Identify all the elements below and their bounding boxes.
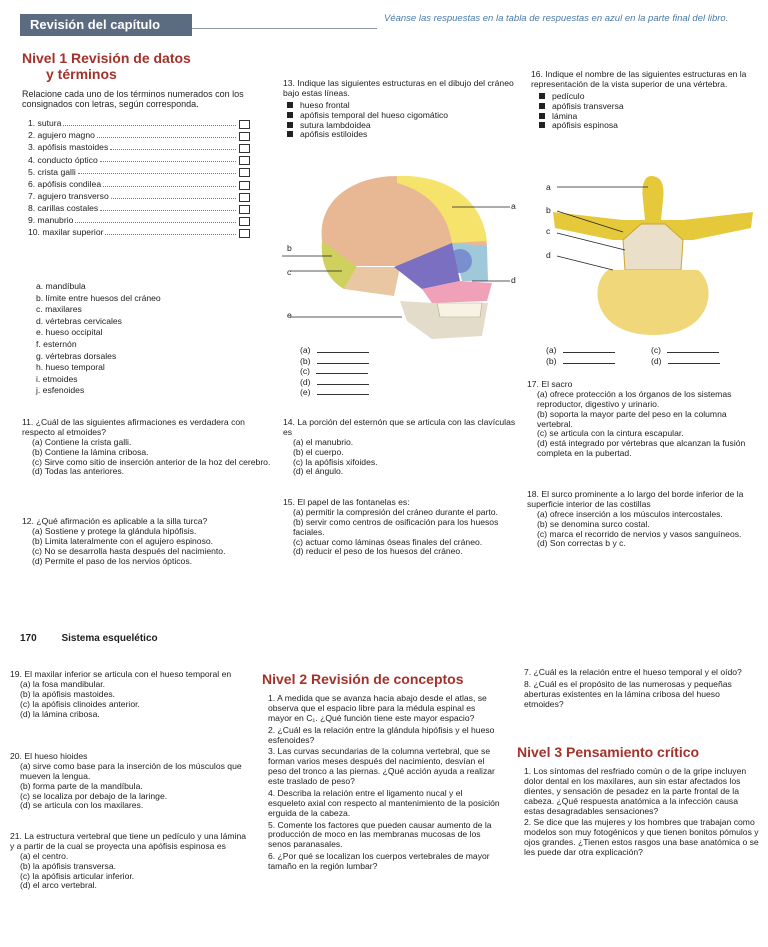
page-number: 170 xyxy=(20,633,37,644)
q19-stem: 19. El maxilar inferior se articula con el hueso temporal en xyxy=(10,669,232,679)
vert-label-a: a xyxy=(546,182,551,192)
matching-row xyxy=(28,117,250,129)
vertebra-illustration xyxy=(553,170,753,340)
term-label: 3. apófisis mastoides xyxy=(28,142,109,153)
bullet-text: pedículo xyxy=(552,90,585,101)
numbered-question: 1. Los síntomas del resfriado común o de la gripe incluyen dolor dental en los maxilares, aun sin estar afectados los dientes, y sensación de pesadez en la parte frontal de la cabeza. ¿Qué respuesta anatómica a la infección causa estas desagradables sensaciones? xyxy=(524,766,747,816)
numbered-question: 4. Describa la relación entre el ligamento nucal y el esqueleto axial con respecto al mantenimiento de la posición erguida de la cabeza. xyxy=(268,787,500,818)
bullet-text: apófisis espinosa xyxy=(552,120,618,131)
matching-row xyxy=(28,129,250,141)
letter-item: a. mandíbula xyxy=(36,281,86,291)
question-16 xyxy=(531,70,761,131)
bullet-item xyxy=(287,130,518,140)
answer-blank[interactable] xyxy=(317,387,369,395)
numbered-question: 7. ¿Cuál es la relación entre el hueso temporal y el oído? xyxy=(524,667,742,677)
dotted-leader xyxy=(63,125,236,126)
answer-line xyxy=(300,387,410,398)
numbered-question: 6. ¿Por qué se localizan los cuerpos vertebrales de mayor tamaño en la región lumbar? xyxy=(268,851,490,871)
numbered-question: 1. A medida que se avanza hacia abajo desde el atlas, se observa que el espacio libre para la médula espinal es mayor en C₁. ¿Qué función tiene este mayor espacio? xyxy=(268,693,487,723)
vert-label-c: c xyxy=(546,226,551,236)
option: (a) la fosa mandibular. xyxy=(20,678,106,689)
option: (c) actuar como láminas óseas finales del cráneo. xyxy=(293,536,483,547)
numbered-question: 2. Se dice que las mujeres y los hombres que trabajan como modelos son muy fotogénicos y que tienen bonitos pómulos y ojos grandes. ¿Tienen estos rasgos una base anatómica o se les puede dar otra explicación? xyxy=(524,817,759,857)
q11-stem: 11. ¿Cuál de las siguientes afirmaciones es verdadera con respecto al etmoides? xyxy=(22,417,245,437)
dotted-leader xyxy=(75,222,236,223)
term-label: 2. agujero magno xyxy=(28,130,95,141)
letter-item: c. maxilares xyxy=(36,304,82,315)
option: (c) marca el recorrido de nervios y vasos sanguíneos. xyxy=(537,528,742,539)
option: (b) servir como centros de osificación para los huesos faciales. xyxy=(293,516,499,537)
term-label: 1. sutura xyxy=(28,118,62,129)
numbered-question: 5. Comente los factores que pueden causar aumento de la producción de moco en las membranas mucosas de los senos paranasales. xyxy=(268,819,492,850)
nivel2-heading: Nivel 2 Revisión de conceptos xyxy=(262,671,464,687)
letter-item: f. esternón xyxy=(36,338,77,349)
bullet-square xyxy=(539,113,545,119)
letter-item: i. etmoides xyxy=(36,373,78,384)
q20-stem: 20. El hueso hioides xyxy=(10,751,88,761)
option: (c) se articula con la cintura escapular. xyxy=(537,428,684,439)
answer-blank[interactable] xyxy=(317,345,369,353)
term-label: 8. carillas costales xyxy=(28,202,99,213)
option: (b) Limita lateralmente con el agujero espinoso. xyxy=(32,535,214,546)
matching-row xyxy=(28,214,250,226)
option: (c) la apófisis xifoides. xyxy=(293,456,378,467)
question-15 xyxy=(283,498,518,557)
option: (b) forma parte de la mandíbula. xyxy=(20,780,143,791)
footer-section: Sistema esquelético xyxy=(61,633,158,644)
option: (b) soporta la mayor parte del peso en la columna vertebral. xyxy=(537,408,727,429)
option: (d) reducir el peso de los huesos del cráneo. xyxy=(293,546,463,557)
answer-line xyxy=(300,366,410,377)
term-label: 9. manubrio xyxy=(28,214,74,225)
question-11 xyxy=(22,418,272,477)
bullet-item xyxy=(539,121,761,131)
option: (b) Contiene la lámina cribosa. xyxy=(32,446,149,457)
question-14 xyxy=(283,418,518,477)
q12-stem: 12. ¿Qué afirmación es aplicable a la silla turca? xyxy=(22,516,208,526)
matching-row xyxy=(28,165,250,177)
answer-box[interactable] xyxy=(239,229,250,238)
option: (a) permitir la compresión del cráneo durante el parto. xyxy=(293,506,498,517)
answer-label: (e) xyxy=(300,387,311,397)
answer-box[interactable] xyxy=(239,181,250,190)
answer-line xyxy=(300,356,410,367)
q16-stem: 16. Indique el nombre de las siguientes estructuras en la representación de la vista superior de una vértebra. xyxy=(531,69,747,89)
answer-blank[interactable] xyxy=(317,377,369,385)
option: (d) está integrado por vértebras que alcanzan la fusión completa en la pubertad. xyxy=(537,438,746,459)
answer-label: (d) xyxy=(300,376,311,387)
question-20 xyxy=(10,752,250,811)
col3-questions xyxy=(524,668,760,712)
skull-label-b: b xyxy=(287,243,292,253)
nivel1-intro: Relacione cada uno de los términos numerados con los consignados con letras, según corresponda. xyxy=(22,89,244,110)
answer-blank[interactable] xyxy=(563,356,615,364)
bullet-square xyxy=(287,131,293,137)
option: (b) el cuerpo. xyxy=(293,446,344,457)
option: (c) No se desarrolla hasta después del nacimiento. xyxy=(32,545,226,556)
teeth xyxy=(437,303,482,317)
answer-label: (a) xyxy=(546,345,557,355)
answer-label: (b) xyxy=(300,355,311,366)
option: (a) Sostiene y protege la glándula hipófisis. xyxy=(32,525,197,536)
numbered-question: 2. ¿Cuál es la relación entre la glándula hipófisis y el hueso esfenoides? xyxy=(268,724,495,745)
q15-stem: 15. El papel de las fontanelas es: xyxy=(283,497,410,507)
spinous-process xyxy=(642,176,663,220)
page-footer xyxy=(20,633,158,645)
skull-label-e: e xyxy=(287,310,292,320)
bullet-text: sutura lambdoidea xyxy=(300,119,371,130)
numbered-question: 8. ¿Cuál es el propósito de las numerosas y pequeñas aberturas existentes en la lámina cribosa del hueso etmoides? xyxy=(524,678,732,709)
bullet-text: apófisis transversa xyxy=(552,100,624,111)
option: (d) Todas las anteriores. xyxy=(32,466,125,477)
letter-item: d. vértebras cervicales xyxy=(36,315,122,326)
numbered-question: 3. Las curvas secundarias de la columna vertebral, que se forman varios meses después del nacimiento, desvían el peso del tronco a las piernas. ¿Qué acción ayuda a realizar este traslado de peso? xyxy=(268,746,495,786)
question-17 xyxy=(527,380,762,459)
dotted-leader xyxy=(97,137,236,138)
answer-line xyxy=(651,345,756,356)
dotted-leader xyxy=(110,149,236,150)
answer-label: (d) xyxy=(651,356,662,366)
q21-stem: 21. La estructura vertebral que tiene un pedículo y una lámina y a partir de la cual se proyecta una apófisis espinosa es xyxy=(10,831,247,851)
matching-terms xyxy=(28,117,250,238)
bullet-square xyxy=(539,103,545,109)
answer-label: (c) xyxy=(651,345,662,355)
bullet-square xyxy=(287,122,293,128)
option: (b) la apófisis mastoides. xyxy=(20,688,116,699)
bullet-square xyxy=(287,112,293,118)
answers-note: Véanse las respuestas en la tabla de respuestas en azul en la parte final del libro. xyxy=(384,13,729,24)
dotted-leader xyxy=(100,161,236,162)
answer-box[interactable] xyxy=(239,144,250,153)
skull-label-c: c xyxy=(287,267,292,277)
q17-stem: 17. El sacro xyxy=(527,379,573,389)
term-label: 7. agujero transverso xyxy=(28,190,109,201)
option: (a) sirve como base para la inserción de los músculos que mueven la lengua. xyxy=(20,760,242,781)
letter-item: j. esfenoides xyxy=(36,385,85,396)
letter-item: g. vértebras dorsales xyxy=(36,350,117,361)
term-label: 10. maxilar superior xyxy=(28,227,104,238)
answer-box[interactable] xyxy=(239,193,250,202)
chapter-review-banner: Revisión del capítulo xyxy=(20,14,192,36)
option: (d) Son correctas b y c. xyxy=(537,538,626,549)
option: (d) Permite el paso de los nervios ópticos. xyxy=(32,555,193,566)
skull-illustration xyxy=(282,171,514,343)
bullet-square xyxy=(539,93,545,99)
option: (b) la apófisis transversa. xyxy=(20,860,116,871)
bullet-text: apófisis temporal del hueso cigomático xyxy=(300,109,449,120)
term-label: 5. crista galli xyxy=(28,166,76,177)
answer-line xyxy=(546,356,651,367)
q18-stem: 18. El surco prominente a lo largo del borde inferior de la superficie interior de las costillas xyxy=(527,489,744,509)
vert-label-d: d xyxy=(546,250,551,260)
answer-blank[interactable] xyxy=(668,356,720,364)
nivel3-questions xyxy=(524,767,760,860)
q13-answers xyxy=(300,345,410,398)
question-18 xyxy=(527,490,762,549)
option: (c) se localiza por debajo de la laringe. xyxy=(20,790,168,801)
option: (a) Contiene la crista galli. xyxy=(32,436,132,447)
vertebral-body xyxy=(597,270,708,335)
option: (d) la lámina cribosa. xyxy=(20,708,100,719)
option: (a) el manubrio. xyxy=(293,436,354,447)
answer-label: (b) xyxy=(546,356,557,366)
skull-label-a: a xyxy=(511,201,516,211)
answer-box[interactable] xyxy=(239,132,250,141)
option: (b) se denomina surco costal. xyxy=(537,518,650,529)
pointer-line xyxy=(557,256,613,270)
answer-box[interactable] xyxy=(239,205,250,214)
answer-blank[interactable] xyxy=(317,356,369,364)
question-13 xyxy=(283,79,518,140)
letter-item: h. hueso temporal xyxy=(36,362,105,373)
answer-box[interactable] xyxy=(239,156,250,165)
nivel1-heading: Nivel 1 Revisión de datos xyxy=(22,50,191,66)
answer-line xyxy=(300,377,410,388)
dotted-leader xyxy=(100,210,236,211)
answer-line xyxy=(651,356,756,367)
bullet-text: lámina xyxy=(552,110,578,121)
skull-label-d: d xyxy=(511,275,516,285)
nivel2-questions xyxy=(268,694,500,874)
answer-box[interactable] xyxy=(239,168,250,177)
answer-line xyxy=(300,345,410,356)
answer-blank[interactable] xyxy=(563,345,615,353)
nivel3-heading: Nivel 3 Pensamiento crítico xyxy=(517,744,700,760)
dotted-leader xyxy=(103,186,236,187)
nivel1-heading-2: y términos xyxy=(46,66,117,82)
q16-answers xyxy=(546,345,756,367)
answer-blank[interactable] xyxy=(316,366,368,374)
option: (a) ofrece inserción a los músculos intercostales. xyxy=(537,508,723,519)
option: (c) Sirve como sitio de inserción anterior de la hoz del cerebro. xyxy=(32,456,271,467)
answer-line xyxy=(546,345,651,356)
dotted-leader xyxy=(105,234,236,235)
option: (a) ofrece protección a los órganos de los sistemas reproductor, digestivo y urinario. xyxy=(537,388,732,409)
matching-row xyxy=(28,141,250,153)
answer-box[interactable] xyxy=(239,217,250,226)
bullet-square xyxy=(539,122,545,128)
letter-item: e. hueso occipital xyxy=(36,327,103,338)
option: (d) el arco vertebral. xyxy=(20,880,97,891)
question-19 xyxy=(10,670,250,719)
answer-box[interactable] xyxy=(239,120,250,129)
matching-row xyxy=(28,202,250,214)
question-21 xyxy=(10,832,250,891)
option: (d) el ángulo. xyxy=(293,466,344,477)
option: (d) se articula con los maxilares. xyxy=(20,800,144,811)
question-12 xyxy=(22,517,272,566)
option: (c) la apófisis clinoides anterior. xyxy=(20,698,140,709)
bullet-square xyxy=(287,102,293,108)
dotted-leader xyxy=(78,173,236,174)
letter-item: b. límite entre huesos del cráneo xyxy=(36,292,161,303)
vert-label-b: b xyxy=(546,205,551,215)
matching-letters xyxy=(36,282,256,398)
bullet-text: apófisis estiloides xyxy=(300,129,368,140)
term-label: 6. apófisis condilea xyxy=(28,178,102,189)
q14-stem: 14. La porción del esternón que se articula con las clavículas es xyxy=(283,417,516,437)
matching-row xyxy=(28,190,250,202)
answer-label: (a) xyxy=(300,345,311,355)
matching-row xyxy=(28,177,250,189)
matching-row xyxy=(28,226,250,238)
banner-rule xyxy=(192,28,377,29)
answer-blank[interactable] xyxy=(667,345,719,353)
option: (a) el centro. xyxy=(20,850,69,861)
q13-stem: 13. Indique las siguientes estructuras en el dibujo del cráneo bajo estas líneas. xyxy=(283,78,514,98)
dotted-leader xyxy=(111,198,236,199)
option: (c) la apófisis articular inferior. xyxy=(20,870,135,881)
term-label: 4. conducto óptico xyxy=(28,154,98,165)
bullet-text: hueso frontal xyxy=(300,99,350,110)
matching-row xyxy=(28,153,250,165)
answer-label: (c) xyxy=(300,366,311,376)
